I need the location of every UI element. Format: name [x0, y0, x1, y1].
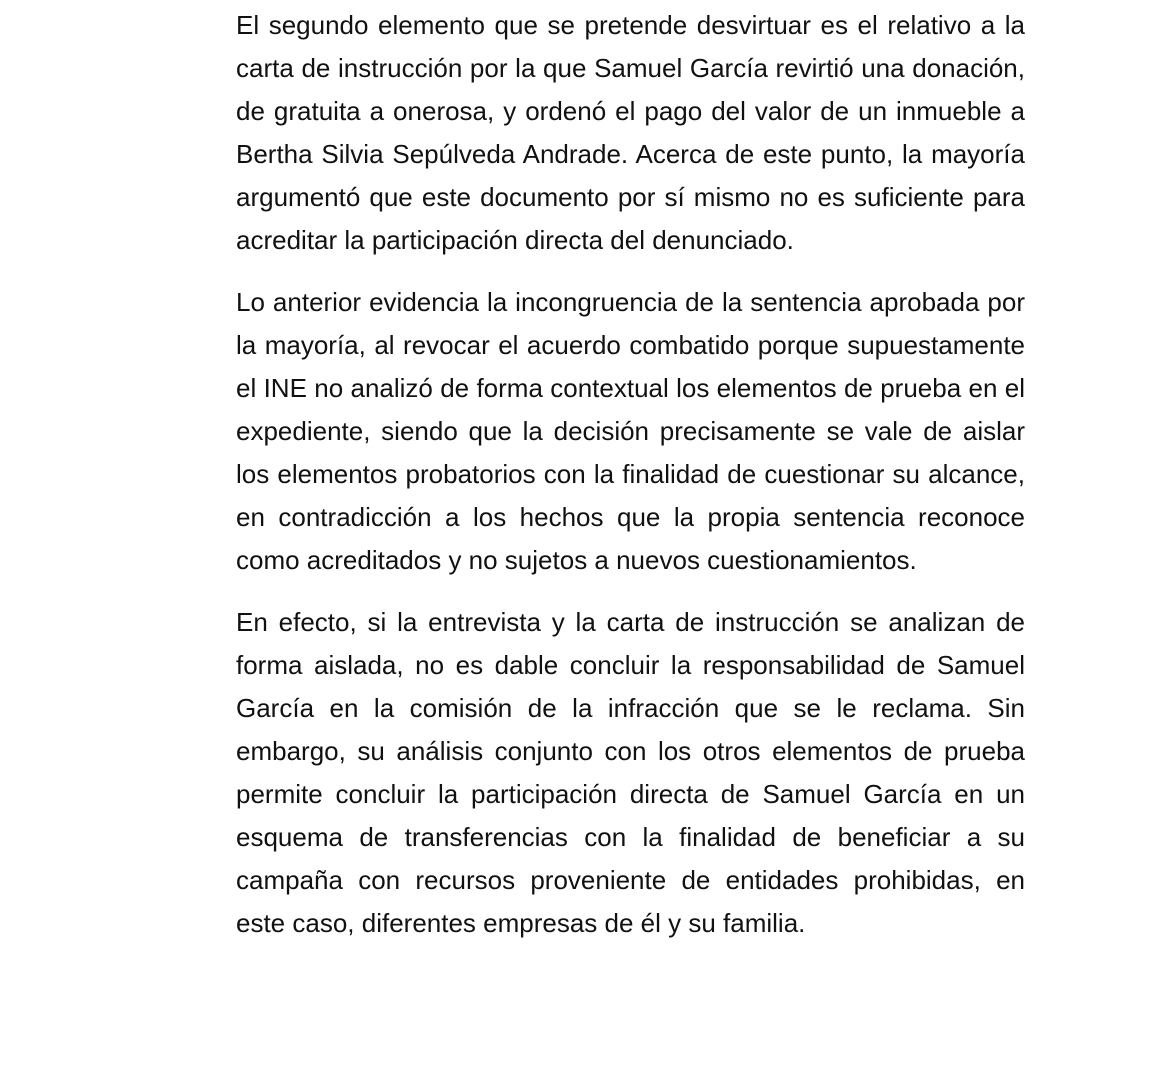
paragraph-1: El segundo elemento que se pretende desvirtuar es el relativo a la carta de instrucción por la que Samuel García revirtió una donación, de gratuita a onerosa, y ordenó el pago del valor de un inmueble a Bertha Silvia Sepúlveda Andrade. Acerca de este punto, la mayoría argumentó que este documento por sí mismo no es suficiente para acreditar la participación directa del denunciado. [236, 10, 1025, 255]
document-body [236, 4, 1025, 945]
paragraph-3: En efecto, si la entrevista y la carta de instrucción se analizan de forma aislada, no es dable concluir la responsabilidad de Samuel García en la comisión de la infracción que se le reclama. Sin embargo, su análisis conjunto con los otros elementos de prueba permite concluir la participación directa de Samuel García en un esquema de transferencias con la finalidad de beneficiar a su campaña con recursos proveniente de entidades prohibidas, en este caso, diferentes empresas de él y su familia. [236, 607, 1025, 938]
paragraph-2: Lo anterior evidencia la incongruencia de la sentencia aprobada por la mayoría, al revocar el acuerdo combatido porque supuestamente el INE no analizó de forma contextual los elementos de prueba en el expediente, siendo que la decisión precisamente se vale de aislar los elementos probatorios con la finalidad de cuestionar su alcance, en contradicción a los hechos que la propia sentencia reconoce como acreditados y no sujetos a nuevos cuestionamientos. [236, 287, 1025, 575]
